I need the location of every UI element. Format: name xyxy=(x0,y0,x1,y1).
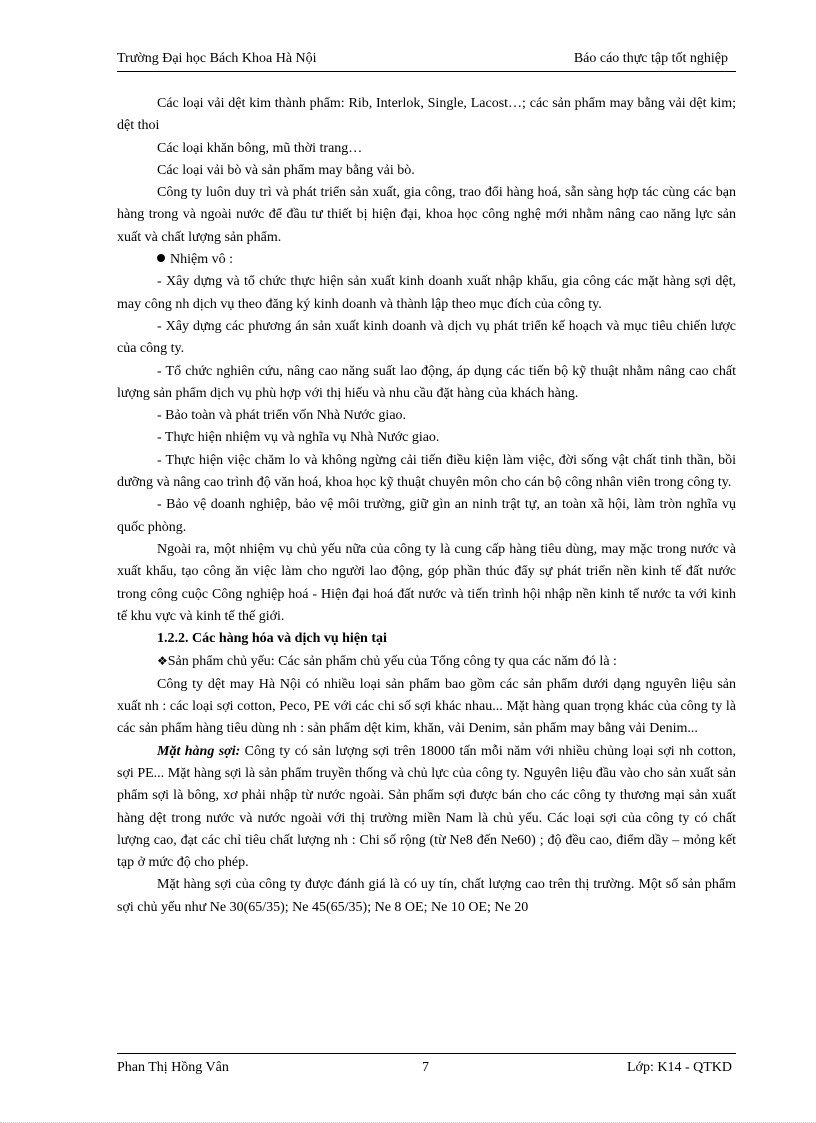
paragraph: Các loại khăn bông, mũ thời trang… xyxy=(157,140,363,156)
yarn-text: Công ty có sản lượng sợi trên 18000 tấn mỗi năm với nhiều chủng loại sợi nh cotton, sợi PE... Mặt hàng sợi là sản phẩm truyền thống và chủ lực của công ty. Nguyên liệu đầu vào cho sản xuất sản phẩm sợi là bông, xơ phải nhập từ nước ngoài. Sản phẩm sợi được bán cho các công ty thương mại sản xuất hàng dệt trong nước và nước ngoài với thị trường miền Nam là chủ yếu. Các loại sợi của công ty có chất lượng cao, đạt các chỉ tiêu chất lượng nh : Chi số rộng (từ Ne8 đến Ne60) ; độ đều cao, điểm dầy – mỏng kết tạp ở mức độ cho phép. xyxy=(117,743,736,871)
duty-item: - Thực hiện nhiệm vụ và nghĩa vụ Nhà Nước giao. xyxy=(157,430,440,446)
document-body xyxy=(117,93,736,919)
yarn-label: Mặt hàng sợi: xyxy=(157,743,241,759)
header-school: Trường Đại học Bách Khoa Hà Nội xyxy=(117,51,317,66)
footer-class: Lớp: K14 - QTKD xyxy=(627,1060,732,1075)
duty-item: - Bảo vệ doanh nghiệp, bảo vệ môi trường, giữ gìn an ninh trật tự, an toàn xã hội, làm tròn nghĩa vụ quốc phòng. xyxy=(117,497,736,535)
duty-item: - Thực hiện việc chăm lo và không ngừng cải tiến điều kiện làm việc, đời sống vật chất tinh thần, bồi dưỡng và nâng cao trình độ văn hoá, khoa học kỹ thuật chuyên môn cho cán bộ công nhân viên trong công ty. xyxy=(117,452,736,491)
yarn-paragraph xyxy=(117,741,736,875)
duty-item: - Bảo toàn và phát triển vốn Nhà Nước giao. xyxy=(157,408,407,424)
paragraph: Ngoài ra, một nhiệm vụ chủ yếu nữa của công ty là cung cấp hàng tiêu dùng, may mặc trong nước và xuất khẩu, tạo công ăn việc làm cho người lao động, góp phần thúc đẩy sự phát triển nền kinh tế đất nước trong công cuộc Công nghiệp hoá - Hiện đại hoá đất nước và tiến trình hội nhập nền kinh tế nước ta với kinh tế khu vực và kinh tế thế giới. xyxy=(117,541,736,624)
duty-item: - Tổ chức nghiên cứu, nâng cao năng suất lao động, áp dụng các tiến bộ kỹ thuật nhằm nâng cao chất lượng sản phẩm dịch vụ phù hợp với thị hiếu và nhu cầu đặt hàng của khách hàng. xyxy=(117,363,736,401)
paragraph: Công ty luôn duy trì và phát triển sản xuất, gia công, trao đổi hàng hoá, sẵn sàng hợp tác cùng các bạn hàng trong và ngoài nước để đầu tư thiết bị hiện đại, khoa học công nghệ mới nhằm nâng cao năng lực sản xuất và chất lượng sản phẩm. xyxy=(117,185,736,245)
paragraph: Công ty dệt may Hà Nội có nhiều loại sản phẩm bao gồm các sản phẩm dưới dạng nguyên liệu sản xuất nh : các loại sợi cotton, Peco, PE với các chi số sợi khác nhau... Mặt hàng quan trọng khác của công ty là các sản phẩm hàng tiêu dùng nh : sản phẩm dệt kim, khăn, vải Denim, sản phẩm may bằng vải Denim... xyxy=(117,676,736,737)
products-intro-text: Sản phẩm chủ yếu: Các sản phẩm chủ yếu của Tổng công ty qua các năm đó là : xyxy=(167,654,617,670)
duty-heading-text: Nhiệm vô : xyxy=(170,252,233,268)
duty-item: - Xây dựng và tổ chức thực hiện sản xuất kinh doanh xuất nhập khẩu, gia công các mặt hàng sợi dệt, may công nh dịch vụ theo đăng ký kinh doanh và thành lập theo mục đích của công ty. xyxy=(117,274,736,312)
footer-author: Phan Thị Hồng Vân xyxy=(117,1060,229,1075)
page-header xyxy=(117,49,736,72)
duty-item: - Xây dựng các phương án sản xuất kinh doanh và dịch vụ phát triển kế hoạch và mục tiêu chiến lược của công ty. xyxy=(117,318,736,357)
header-report-title: Báo cáo thực tập tốt nghiệp xyxy=(573,51,728,66)
products-intro xyxy=(117,650,736,673)
bullet-icon xyxy=(157,254,165,262)
page-number: 7 xyxy=(422,1060,429,1075)
paragraph: Các loại vải bò và sản phẩm may bằng vải bò. xyxy=(157,162,415,178)
diamond-bullet-icon: ❖ xyxy=(157,654,168,669)
section-title: 1.2.2. Các hàng hóa và dịch vụ hiện tại xyxy=(157,631,387,647)
paragraph: Mặt hàng sợi của công ty được đánh giá là có uy tín, chất lượng cao trên thị trường. Một số sản phẩm sợi chủ yếu như Ne 30(65/35); Ne 45(65/35); Ne 8 OE; Ne 10 OE; Ne 20 xyxy=(117,877,736,915)
paragraph: Các loại vải dệt kim thành phẩm: Rib, Interlok, Single, Lacost…; các sản phẩm may bằng vải dệt kim; dệt thoi xyxy=(117,96,736,134)
page-footer xyxy=(117,1053,736,1075)
duty-heading xyxy=(117,249,736,271)
